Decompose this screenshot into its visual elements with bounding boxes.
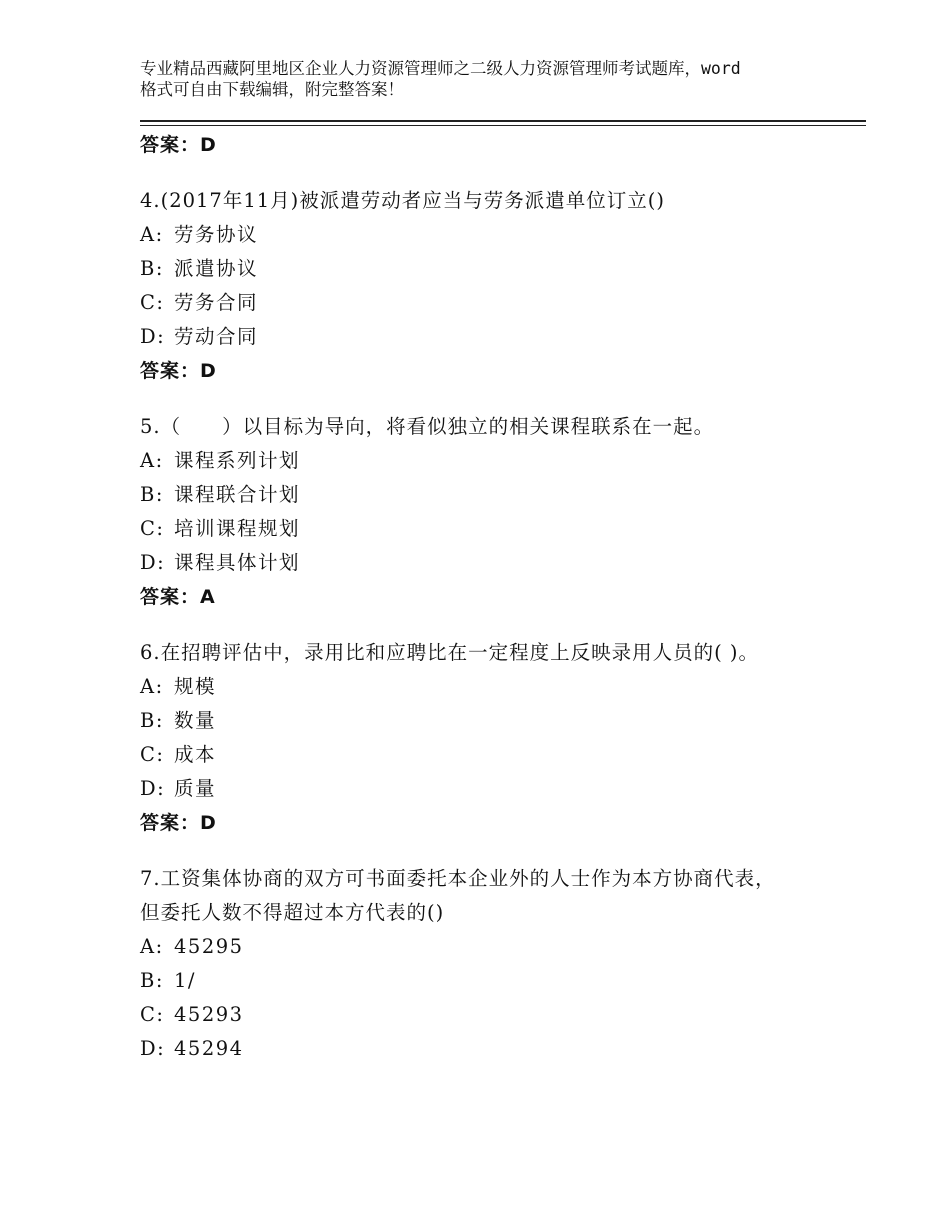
option-label: D: <box>140 551 166 574</box>
option-text: 1/ <box>174 969 196 992</box>
question-stem: 6.在招聘评估中，录用比和应聘比在一定程度上反映录用人员的( )。 <box>140 641 760 664</box>
option-label: C: <box>140 291 165 314</box>
option-d <box>140 1032 860 1066</box>
option-text: 数量 <box>174 709 217 732</box>
option-label: C: <box>140 743 165 766</box>
header-rule-thick <box>140 120 866 122</box>
option-text: 45293 <box>174 1003 244 1026</box>
option-label: C: <box>140 1003 165 1026</box>
option-label: B: <box>140 709 164 732</box>
option-label: C: <box>140 517 165 540</box>
question-stem: 4.(2017年11月)被派遣劳动者应当与劳务派遣单位订立() <box>140 189 665 212</box>
option-text: 成本 <box>174 743 217 766</box>
option-label: D: <box>140 1037 166 1060</box>
question-7 <box>140 862 860 1066</box>
option-label: B: <box>140 969 164 992</box>
option-text: 劳动合同 <box>174 325 259 348</box>
option-b <box>140 704 860 738</box>
question-list <box>140 128 860 1066</box>
option-label: A: <box>140 449 164 472</box>
option-label: A: <box>140 675 164 698</box>
option-label: B: <box>140 257 164 280</box>
option-label: A: <box>140 935 164 958</box>
option-label: B: <box>140 483 164 506</box>
option-a <box>140 444 860 478</box>
option-text: 劳务协议 <box>174 223 259 246</box>
option-text: 派遣协议 <box>174 257 259 280</box>
option-label: D: <box>140 325 166 348</box>
option-c <box>140 998 860 1032</box>
option-b <box>140 964 860 998</box>
option-c <box>140 512 860 546</box>
option-text: 规模 <box>174 675 217 698</box>
document-header <box>140 58 840 100</box>
option-text: 培训课程规划 <box>174 517 301 540</box>
option-a <box>140 930 860 964</box>
header-title-line-2: 格式可自由下载编辑，附完整答案！ <box>140 80 404 99</box>
option-text: 质量 <box>174 777 217 800</box>
answer: 答案：A <box>140 586 216 608</box>
option-d <box>140 320 860 354</box>
option-text: 45294 <box>174 1037 244 1060</box>
option-label: D: <box>140 777 166 800</box>
answer: 答案：D <box>140 812 217 834</box>
option-b <box>140 478 860 512</box>
option-c <box>140 286 860 320</box>
option-text: 课程联合计划 <box>174 483 301 506</box>
question-5 <box>140 410 860 614</box>
option-text: 课程具体计划 <box>174 551 301 574</box>
option-a <box>140 218 860 252</box>
option-a <box>140 670 860 704</box>
option-d <box>140 772 860 806</box>
answer: 答案：D <box>140 360 217 382</box>
previous-answer: 答案：D <box>140 134 217 156</box>
header-rule-thin <box>140 125 866 126</box>
option-c <box>140 738 860 772</box>
option-text: 劳务合同 <box>174 291 259 314</box>
option-label: A: <box>140 223 164 246</box>
option-text: 45295 <box>174 935 244 958</box>
question-6 <box>140 636 860 840</box>
header-title-line-1: 专业精品西藏阿里地区企业人力资源管理师之二级人力资源管理师考试题库，word <box>140 59 741 78</box>
question-stem: 5.（ ）以目标为导向，将看似独立的相关课程联系在一起。 <box>140 415 715 438</box>
option-text: 课程系列计划 <box>174 449 301 472</box>
option-d <box>140 546 860 580</box>
option-b <box>140 252 860 286</box>
question-4 <box>140 184 860 388</box>
question-stem: 7.工资集体协商的双方可书面委托本企业外的人士作为本方协商代表，但委托人数不得超过本方代表的() <box>140 867 776 924</box>
